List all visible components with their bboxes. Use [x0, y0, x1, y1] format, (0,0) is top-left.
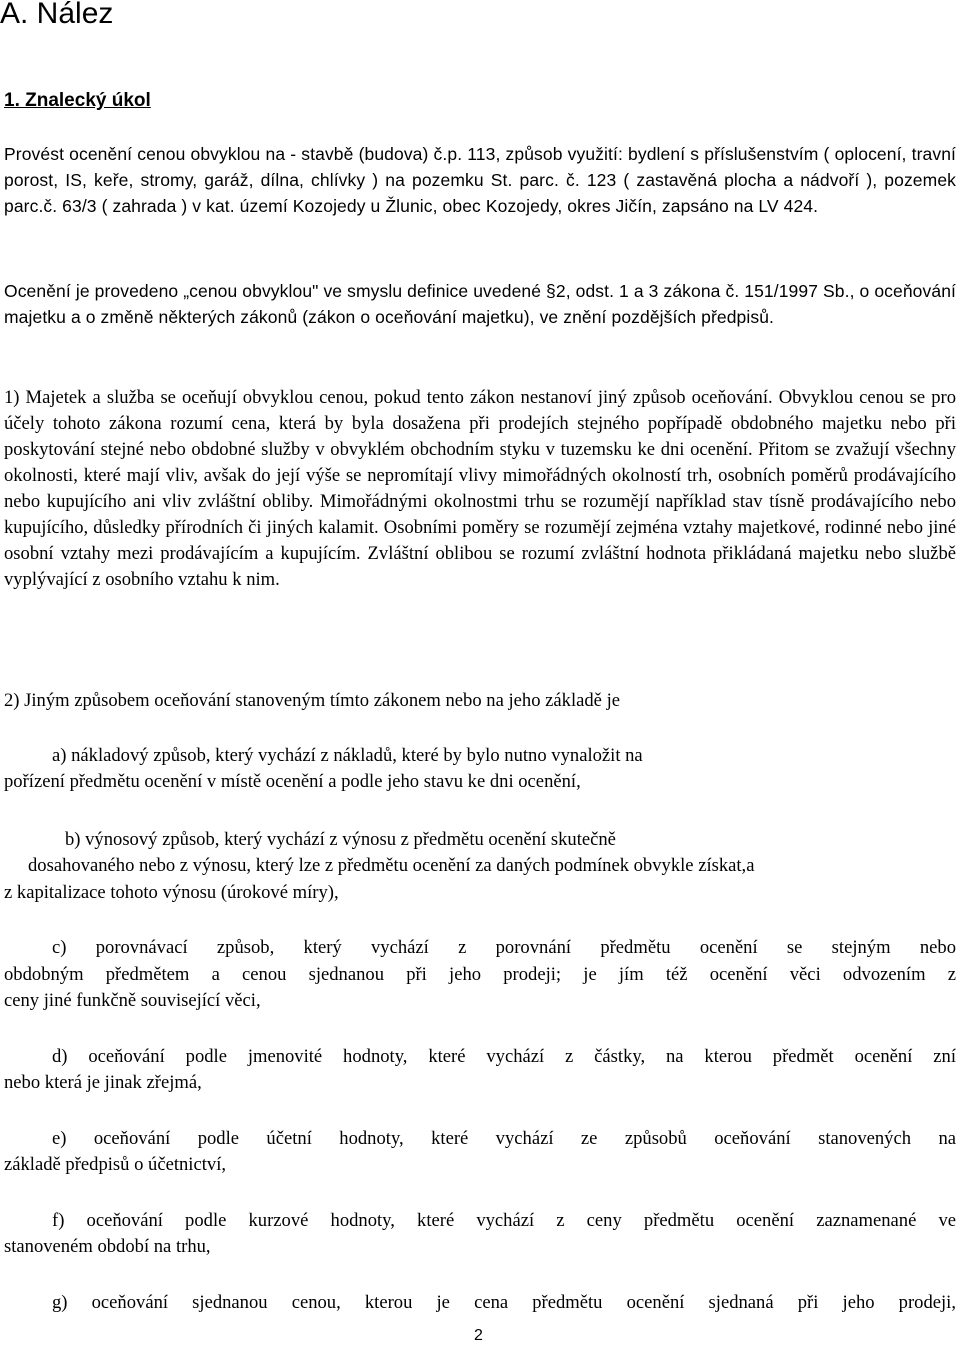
paragraph-1: 1) Majetek a služba se oceňují obvyklou cenou, pokud tento zákon nestanoví jiný způsob oceňování. Obvyklou cenou se pro účely tohoto zákona rozumí cena, která by byla dosažena při prodejích stejného popřípadě obdobného majetku nebo při poskytování stejné nebo obdobné služby v obvyklém obchodním styku v tuzemsku ke dni ocenění. Přitom se zvažují všechny okolnosti, které mají vliv, avšak do její výše se nepromítají vlivy mimořádných okolností trh, osobních poměrů prodávajícího nebo kupujícího ani vliv zvláštní obliby. Mimořádnými okolnostmi trhu se rozumějí například stav tísně prodávajícího nebo kupujícího, důsledky přírodních či jiných kalamit. Osobními poměry se rozumějí zejména vztahy majetkové, rodinné nebo jiné osobní vztahy mezi prodávajícím a kupujícím. Zvláštní oblibou se rozumí zvláštní hodnota přikládaná majetku nebo službě vyplývající z osobního vztahu k nim. — [4, 387, 956, 590]
section-title: 1. Znalecký úkol — [4, 90, 151, 111]
item-c-line-1: c) porovnávací způsob, který vychází z porovnání předmětu ocenění se stejným nebo — [52, 937, 956, 958]
item-e-line-2: základě předpisů o účetnictví, — [4, 1154, 227, 1175]
item-e-line-1: e) oceňování podle účetní hodnoty, které vychází ze způsobů oceňování stanovených na — [52, 1128, 956, 1149]
item-b-line-2: dosahovaného nebo z výnosu, který lze z předmětu ocenění za daných podmínek obvykle získat,a — [28, 855, 755, 876]
paragraph-2: 2) Jiným způsobem oceňování stanoveným tímto zákonem nebo na jeho základě je — [4, 690, 620, 711]
item-b-line-3: z kapitalizace tohoto výnosu (úrokové míry), — [4, 882, 339, 903]
task-paragraph: Provést ocenění cenou obvyklou na - stavbě (budova) č.p. 113, způsob využití: bydlení s příslušenstvím ( oplocení, travní porost, IS, keře, stromy, garáž, dílna, chlívky ) na pozemku St. parc. č. 123 ( zastavěná plocha a nádvoří ), pozemek parc.č. 63/3 ( zahrada ) v kat. území Kozojedy u Žlunic, obec Kozojedy, okres Jičín, zapsáno na LV 424. — [4, 144, 956, 216]
item-f-line-2: stanoveném období na trhu, — [4, 1236, 211, 1257]
item-d-line-1: d) oceňování podle jmenovité hodnoty, které vychází z částky, na kterou předmět ocenění zní — [52, 1046, 956, 1067]
item-a-line-2: pořízení předmětu ocenění v místě ocenění a podle jeho stavu ke dni ocenění, — [4, 771, 581, 792]
item-d-line-2: nebo která je jinak zřejmá, — [4, 1072, 202, 1093]
item-c-line-3: ceny jiné funkčně související věci, — [4, 990, 261, 1011]
page-heading: A. Nález — [0, 0, 114, 30]
item-f-line-1: f) oceňování podle kurzové hodnoty, které vychází z ceny předmětu ocenění zaznamenané ve — [52, 1210, 956, 1231]
item-b-line-1: b) výnosový způsob, který vychází z výnosu z předmětu ocenění skutečně — [65, 829, 616, 850]
definition-paragraph: Ocenění je provedeno „cenou obvyklou" ve smyslu definice uvedené §2, odst. 1 a 3 zákona č. 151/1997 Sb., o oceňování majetku a o změně některých zákonů (zákon o oceňování majetku), ve znění pozdějších předpisů. — [4, 281, 956, 327]
item-c-line-2: obdobným předmětem a cenou sjednanou při jeho prodeji; je jím též ocenění věci odvozením z — [4, 964, 956, 985]
page-number: 2 — [474, 1327, 483, 1344]
item-a-line-1: a) nákladový způsob, který vychází z nákladů, které by bylo nutno vynaložit na — [52, 745, 643, 766]
item-g-line-1: g) oceňování sjednanou cenou, kterou je cena předmětu ocenění sjednaná při jeho prodeji, — [52, 1292, 956, 1313]
